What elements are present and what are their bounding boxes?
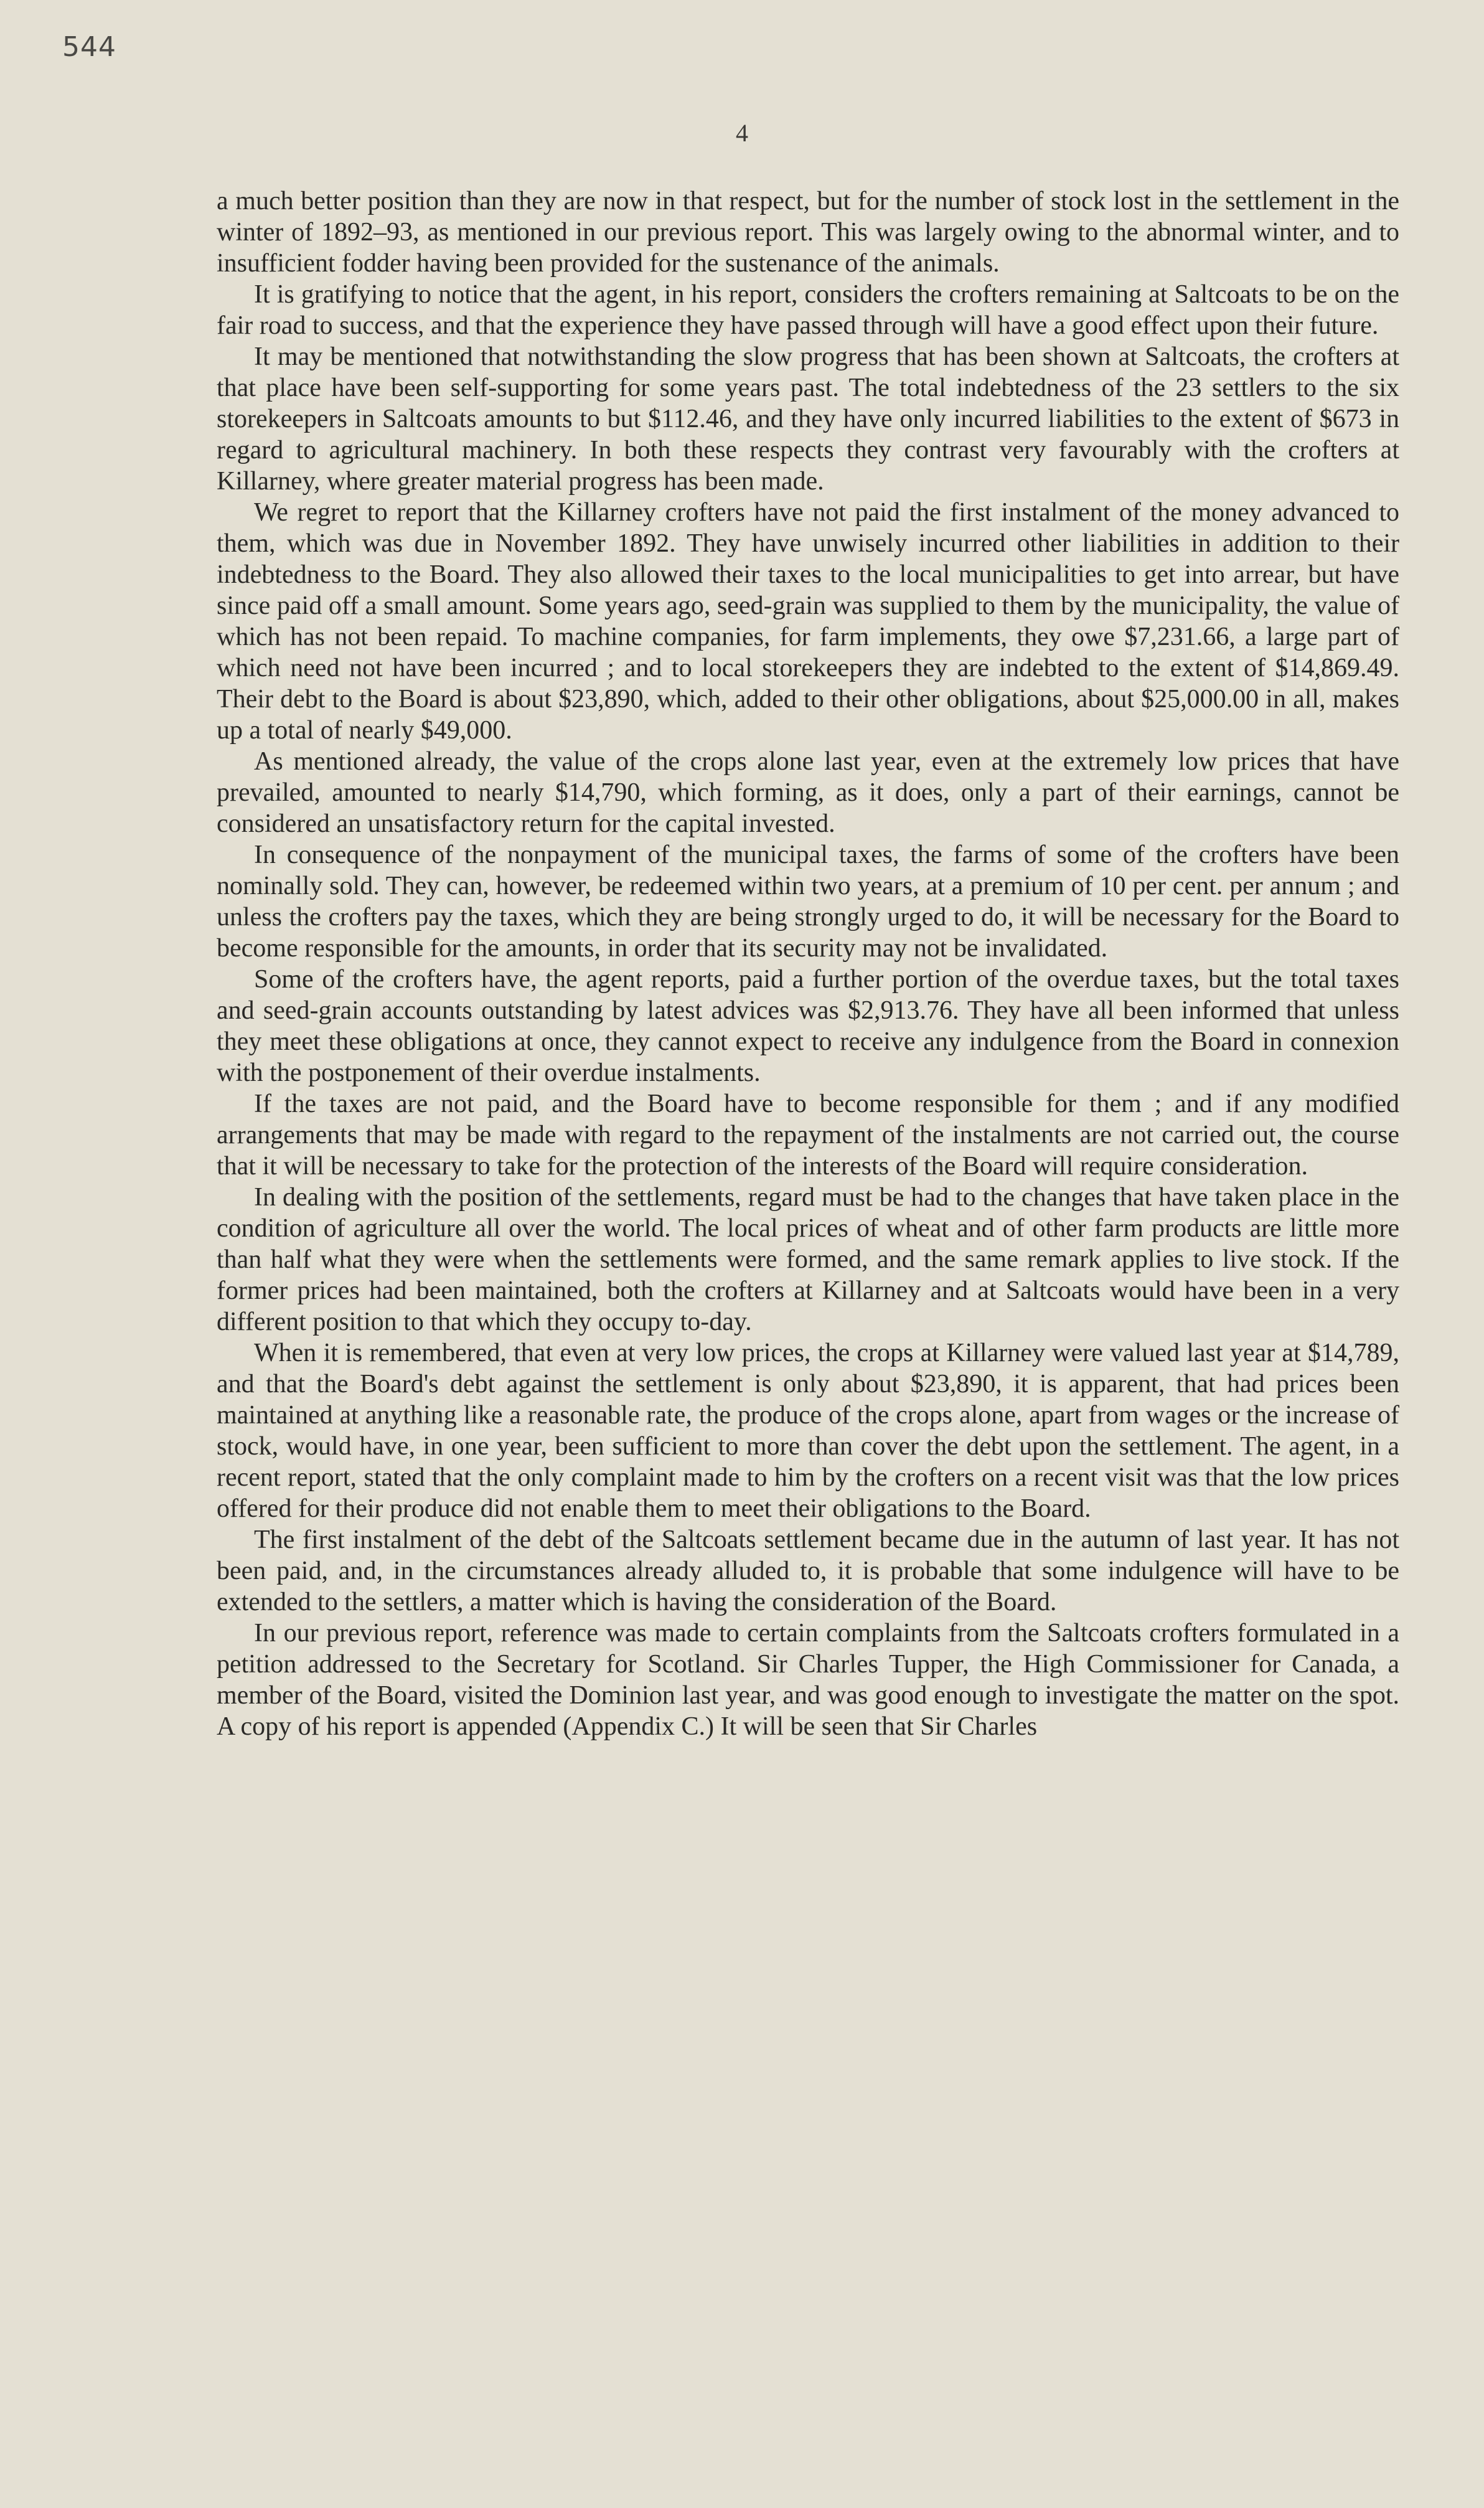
paragraph-overdue-taxes: Some of the crofters have, the agent reports, paid a further portion of the overdue taxes, but the total taxes and seed-grain accounts outstanding by latest advices was $2,913.76. They have all been informed that unless they meet these obligations at once, they cannot expect to receive any indulgence from the Board in connexion with the postponement of their overdue instalments. bbox=[217, 965, 1399, 1087]
paragraph-killarney-liabilities: We regret to report that the Killarney crofters have not paid the first instalment of the money advanced to them, which was due in November 1892. They have unwisely incurred other liabilities in addition to their indebtedness to the Board. They also allowed their taxes to the local municipalities to get into arrear, but have since paid off a small amount. Some years ago, seed-grain was supplied to them by the municipality, the value of which has not been repaid. To machine companies, for farm implements, they owe $7,231.66, a large part of which need not have been incurred ; and to local storekeepers they are indebted to the extent of $14,869.49. Their debt to the Board is about $23,890, which, added to their other obligations, about $25,000.00 in all, makes up a total of nearly $49,000. bbox=[217, 498, 1399, 745]
page-number: 4 bbox=[736, 119, 748, 147]
scan-page-number: 544 bbox=[62, 31, 116, 63]
body-text bbox=[217, 186, 1399, 1742]
paragraph-complaints-petition: In our previous report, reference was made to certain complaints from the Saltcoats crofters formulated in a petition addressed to the Secretary for Scotland. Sir Charles Tupper, the High Commissioner for Canada, a member of the Board, visited the Dominion last year, and was good enough to investigate the matter on the spot. A copy of his report is appended (Appendix C.) It will be seen that Sir Charles bbox=[217, 1619, 1399, 1741]
paragraph-livestock-losses: a much better position than they are now in that respect, but for the number of stock lost in the settlement in the winter of 1892–93, as mentioned in our previous report. This was largely owing to the abnormal winter, and to insufficient fodder having been provided for the sustenance of the animals. bbox=[217, 187, 1399, 278]
paragraph-crop-value: As mentioned already, the value of the crops alone last year, even at the extremely low prices that have prevailed, amounted to nearly $14,790, which forming, as it does, only a part of their earnings, cannot be considered an unsatisfactory return for the capital invested. bbox=[217, 747, 1399, 838]
paragraph-saltcoats-instalment: The first instalment of the debt of the Saltcoats settlement became due in the autumn of last year. It has not been paid, and, in the circumstances already alluded to, it is probable that some indulgence will have to be extended to the settlers, a matter which is having the consideration of the Board. bbox=[217, 1525, 1399, 1616]
paragraph-saltcoats-success: It is gratifying to notice that the agent, in his report, considers the crofters remaining at Saltcoats to be on the fair road to success, and that the experience they have passed through will have a good effect upon their future. bbox=[217, 280, 1399, 340]
paragraph-municipal-taxes: In consequence of the nonpayment of the municipal taxes, the farms of some of the crofters have been nominally sold. They can, however, be redeemed within two years, at a premium of 10 per cent. per annum ; and unless the crofters pay the taxes, which they are being strongly urged to do, it will be necessary for the Board to become responsible for the amounts, in order that its security may not be invalidated. bbox=[217, 841, 1399, 963]
paragraph-board-responsibility: If the taxes are not paid, and the Board have to become responsible for them ; and if any modified arrangements that may be made with regard to the repayment of the instalments are not carried out, the course that it will be necessary to take for the protection of the interests of the Board will require consideration. bbox=[217, 1090, 1399, 1181]
paragraph-killarney-crops: When it is remembered, that even at very low prices, the crops at Killarney were valued last year at $14,789, and that the Board's debt against the settlement is only about $23,890, it is apparent, that had prices been maintained at anything like a reasonable rate, the produce of the crops alone, apart from wages or the increase of stock, would have, in one year, been sufficient to more than cover the debt upon the settlement. The agent, in a recent report, stated that the only complaint made to him by the crofters on a recent visit was that the low prices offered for their produce did not enable them to meet their obligations to the Board. bbox=[217, 1339, 1399, 1523]
paragraph-agricultural-conditions: In dealing with the position of the settlements, regard must be had to the changes that have taken place in the condition of agriculture all over the world. The local prices of wheat and of other farm products are little more than half what they were when the settlements were formed, and the same remark applies to live stock. If the former prices had been maintained, both the crofters at Killarney and at Saltcoats would have been in a very different position to that which they occupy to-day. bbox=[217, 1183, 1399, 1336]
paragraph-saltcoats-indebtedness: It may be mentioned that notwithstanding the slow progress that has been shown at Saltcoats, the crofters at that place have been self-supporting for some years past. The total indebtedness of the 23 settlers to the six storekeepers in Saltcoats amounts to but $112.46, and they have only incurred liabilities to the extent of $673 in regard to agricultural machinery. In both these respects they contrast very favourably with the crofters at Killarney, where greater material progress has been made. bbox=[217, 342, 1399, 496]
